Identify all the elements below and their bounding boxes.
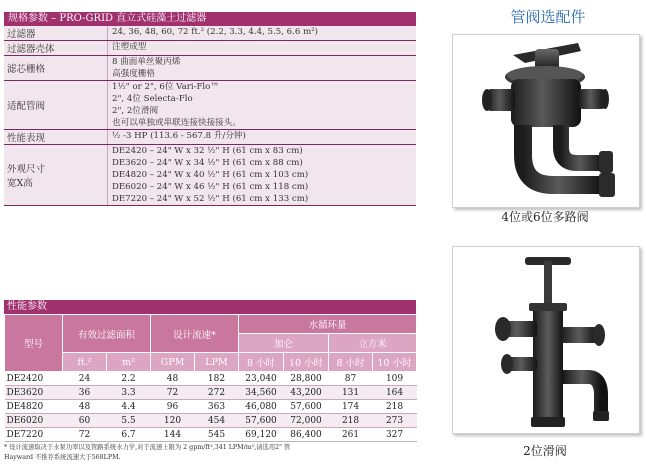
value-cell: 144: [151, 428, 195, 442]
value-cell: 120: [151, 414, 195, 428]
value-cell: 48: [151, 372, 195, 386]
spec-value-line: 高强度栅格: [112, 69, 155, 79]
spec-value-line: DE3620 – 24" W x 34 ½" H (61 cm x 88 cm): [112, 158, 303, 168]
value-cell: 272: [195, 386, 239, 400]
value-cell: 69,120: [239, 428, 284, 442]
value-cell: 60: [63, 414, 107, 428]
spec-value-line: DE7220 – 24" W x 52 ½" H (61 cm x 133 cm): [112, 194, 309, 204]
spec-value-line: DE6020 – 24" W x 46 ½" H (61 cm x 118 cm): [112, 182, 309, 192]
unit-header: ft.²: [63, 353, 107, 372]
unit-header: 8 小时: [239, 353, 284, 372]
unit-header: 10 小时: [373, 353, 417, 372]
value-cell: 6.7: [107, 428, 151, 442]
spec-value-line: 2", 2位滑阀: [112, 106, 159, 116]
footnote-2: Hayward 不推荐系统流速大于568LPM.: [4, 454, 121, 461]
header-cycle: 水循环量: [239, 315, 417, 334]
value-cell: 48: [63, 400, 107, 414]
value-cell: 43,200: [284, 386, 329, 400]
value-cell: 545: [195, 428, 239, 442]
value-cell: 109: [373, 372, 417, 386]
value-cell: 87: [329, 372, 373, 386]
spec-value-line: 注塑成型: [112, 42, 147, 52]
spec-value: [108, 56, 416, 80]
spec-row: [4, 26, 416, 41]
slide-valve-image: [452, 246, 640, 434]
spec-value-line: 也可以单独或串联连接快接接头。: [112, 118, 241, 128]
table-row: [5, 428, 417, 442]
unit-row: [5, 353, 417, 372]
value-cell: 2.2: [107, 372, 151, 386]
spec-value-line: ½ -3 HP (113.6 - 567.8 升/分钟): [112, 131, 246, 141]
value-cell: 218: [373, 400, 417, 414]
performance-body: [5, 372, 417, 442]
value-cell: 57,600: [284, 400, 329, 414]
model-cell: DE6020: [5, 414, 63, 428]
spec-value-line: 2", 4位 Selecta-Flo: [112, 94, 193, 104]
value-cell: 46,080: [239, 400, 284, 414]
unit-header: GPM: [151, 353, 195, 372]
header-liter: 立方米: [329, 334, 417, 353]
spec-label: 过滤器壳体: [4, 41, 108, 55]
spec-value-line: 24, 36, 48, 60, 72 ft.² (2.2, 3.3, 4.4, 5.5, 6.6 m²): [112, 27, 319, 37]
spec-label: 外观尺寸 宽X高: [4, 145, 108, 205]
multiport-valve-caption: 4位或6位多路阀: [501, 210, 589, 224]
value-cell: 218: [329, 414, 373, 428]
spec-label: 适配管阀: [4, 81, 108, 129]
value-cell: 182: [195, 372, 239, 386]
header-flow: 设计流速*: [151, 315, 239, 353]
table-row: [5, 386, 417, 400]
spec-value: [108, 145, 416, 205]
table-row: [5, 414, 417, 428]
footnote-1: * 设计流速取决于水泵功率以及管路系统水力学,对于流速上限为 2 gpm/ft²,341 LPM/m²,请选用2" 管: [4, 444, 291, 451]
value-cell: 24: [63, 372, 107, 386]
model-cell: DE4820: [5, 400, 63, 414]
value-cell: 72: [63, 428, 107, 442]
spec-rows: [4, 26, 416, 206]
performance-section: [4, 300, 416, 462]
performance-table: [4, 314, 417, 442]
spec-value-line: DE4820 – 24" W x 40 ½" H (61 cm x 103 cm): [112, 170, 309, 180]
spec-label: 性能表现: [4, 130, 108, 144]
unit-header: 10 小时: [284, 353, 329, 372]
header-gallon: 加仑: [239, 334, 329, 353]
value-cell: 96: [151, 400, 195, 414]
spec-value-line: 8 曲面单丝聚丙烯: [112, 57, 181, 67]
spec-row: [4, 41, 416, 56]
slide-valve-icon: [453, 247, 639, 433]
spec-value-line: DE2420 – 24" W x 32 ½" H (61 cm x 83 cm): [112, 146, 303, 156]
spec-title: 规格参数 – PRO-GRID 直立式硅藻土过滤器: [4, 12, 416, 26]
spec-row: [4, 81, 416, 130]
unit-header: LPM: [195, 353, 239, 372]
spec-row: [4, 145, 416, 206]
value-cell: 5.5: [107, 414, 151, 428]
value-cell: 4.4: [107, 400, 151, 414]
spec-row: [4, 130, 416, 145]
value-cell: 72: [151, 386, 195, 400]
table-row: [5, 372, 417, 386]
value-cell: 23,040: [239, 372, 284, 386]
spec-value: [108, 41, 416, 55]
spec-value: [108, 26, 416, 40]
multiport-valve-image: [452, 34, 640, 208]
spec-value: [108, 130, 416, 144]
spec-label: 滤芯栅格: [4, 56, 108, 80]
model-cell: DE3620: [5, 386, 63, 400]
model-cell: DE7220: [5, 428, 63, 442]
performance-title: 性能参数: [4, 300, 416, 314]
value-cell: 72,000: [284, 414, 329, 428]
valve-options-title: 管阀选配件: [510, 8, 586, 26]
value-cell: 34,560: [239, 386, 284, 400]
spec-label: 过滤器: [4, 26, 108, 40]
value-cell: 28,800: [284, 372, 329, 386]
spec-value: [108, 81, 416, 129]
value-cell: 131: [329, 386, 373, 400]
unit-header: 8 小时: [329, 353, 373, 372]
value-cell: 36: [63, 386, 107, 400]
value-cell: 86,400: [284, 428, 329, 442]
value-cell: 57,600: [239, 414, 284, 428]
value-cell: 454: [195, 414, 239, 428]
table-row: [5, 400, 417, 414]
multiport-valve-icon: [453, 35, 639, 207]
value-cell: 363: [195, 400, 239, 414]
value-cell: 164: [373, 386, 417, 400]
unit-header: m²: [107, 353, 151, 372]
value-cell: 174: [329, 400, 373, 414]
spec-table: [4, 12, 416, 206]
header-model: 型号: [5, 315, 63, 372]
value-cell: 3.3: [107, 386, 151, 400]
header-area: 有效过滤面积: [63, 315, 151, 353]
slide-valve-caption: 2位滑阀: [523, 444, 567, 458]
value-cell: 273: [373, 414, 417, 428]
value-cell: 261: [329, 428, 373, 442]
spec-row: [4, 56, 416, 81]
spec-value-line: 1½" or 2", 6位 Vari-Flo™: [112, 82, 219, 92]
value-cell: 327: [373, 428, 417, 442]
model-cell: DE2420: [5, 372, 63, 386]
